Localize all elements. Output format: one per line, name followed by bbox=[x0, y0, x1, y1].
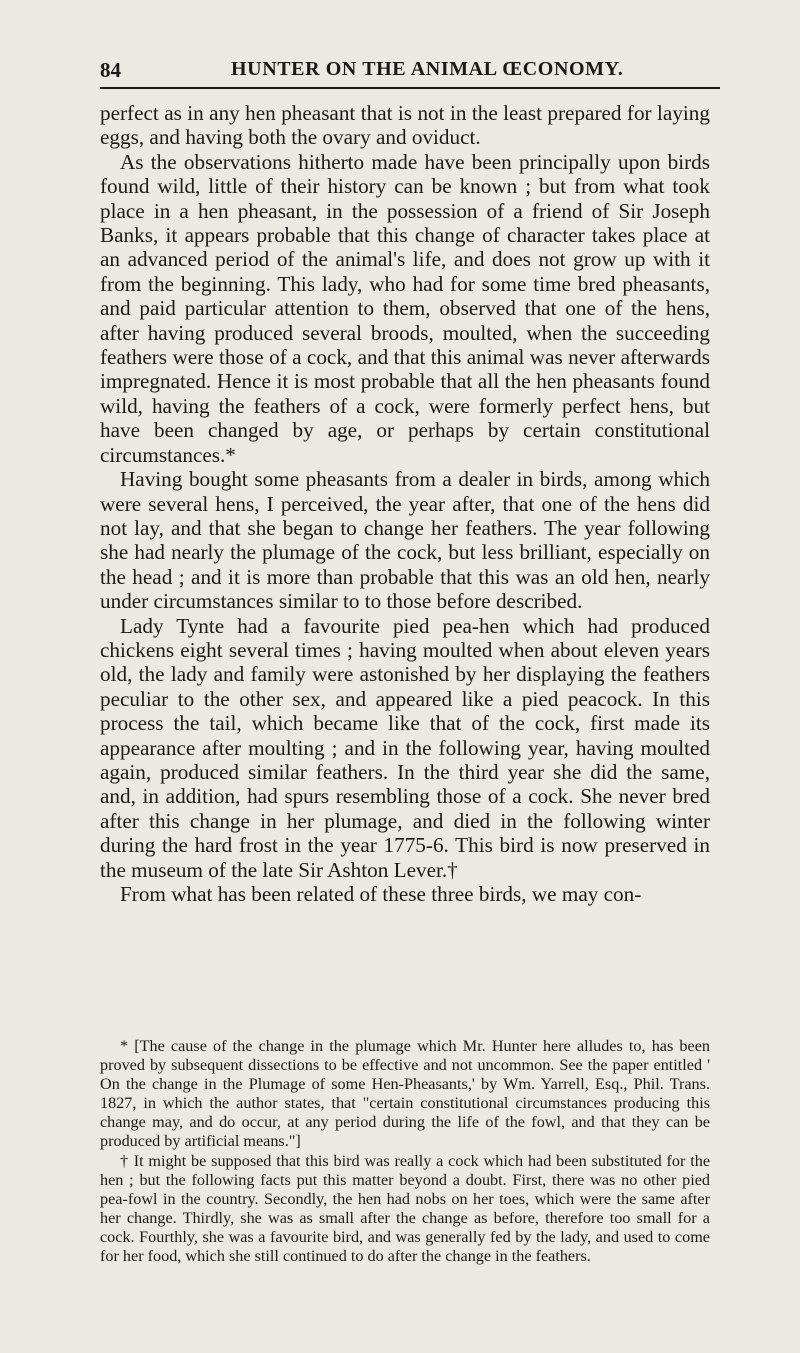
paragraph: As the observations hitherto made have been principally upon birds found wild, little of their history can be known ; but from what took place in a hen pheasant, in the possession of a friend of Sir Joseph Banks, it appears probable that this change of character takes place at an advanced period of the animal's life, and does not grow up with it from the beginning. This lady, who had for some time bred pheasants, and paid particular attention to them, observed that one of the hens, after having produced several broods, moulted, when the succeeding feathers were those of a cock, and that this animal was never afterwards impregnated. Hence it is most probable that all the hen pheasants found wild, having the feathers of a cock, were formerly perfect hens, but have been changed by age, or perhaps by certain constitutional circumstances.* bbox=[100, 149, 710, 467]
paragraph: Having bought some pheasants from a dealer in birds, among which were several hens, I perceived, the year after, that one of the hens did not lay, and that she began to change her feathers. The year following she had nearly the plumage of the cock, but less brilliant, especially on the head ; and it is more than probable that this was an old hen, nearly under circumstances similar to to those before described. bbox=[100, 467, 710, 614]
paragraph: perfect as in any hen pheasant that is not in the least prepared for laying eggs, and having both the ovary and oviduct. bbox=[100, 101, 710, 150]
header-rule bbox=[100, 87, 720, 89]
paragraph: Lady Tynte had a favourite pied pea-hen which had produced chickens eight several times ; having moulted when about eleven years old, the lady and family were astonished by her displaying the feathers peculiar to the other sex, and appeared like a pied peacock. In this process the tail, which became like that of the cock, first made its appearance after moulting ; and in the following year, having moulted again, produced similar feathers. In the third year she did the same, and, in addition, had spurs resembling those of a cock. She never bred after this change in her plumage, and died in the following winter during the hard frost in the year 1775-6. This bird is now preserved in the museum of the late Sir Ashton Lever.† bbox=[100, 613, 710, 882]
footnote: * [The cause of the change in the plumage which Mr. Hunter here alludes to, has been proved by subsequent dissections to be effective and not uncommon. See the paper entitled ' On the change in the Plumage of some Hen-Pheasants,' by Wm. Yarrell, Esq., Phil. Trans. 1827, in which the author states, that "certain constitutional circumstances producing this change may, and do occur, at any period during the life of the fowl, and that they can be produced by artificial means."] bbox=[100, 1037, 710, 1151]
paragraph: From what has been related of these three birds, we may con- bbox=[120, 882, 642, 906]
footnote: † It might be supposed that this bird was really a cock which had been substituted for the hen ; but the following facts put this matter beyond a doubt. First, there was no other pied pea-fowl in the country. Secondly, the hen had nobs on her toes, which were the same after her change. Thirdly, she was as small after the change as before, therefore too small for a cock. Fourthly, she was a favourite bird, and was generally fed by the lady, and used to come for her food, which she still continued to do after the change in the feathers. bbox=[100, 1151, 710, 1266]
running-title: HUNTER ON THE ANIMAL ŒCONOMY. bbox=[231, 58, 624, 80]
page-number: 84 bbox=[100, 58, 121, 82]
page-header bbox=[100, 54, 720, 84]
footnotes bbox=[100, 1037, 710, 1266]
main-text bbox=[100, 101, 710, 906]
